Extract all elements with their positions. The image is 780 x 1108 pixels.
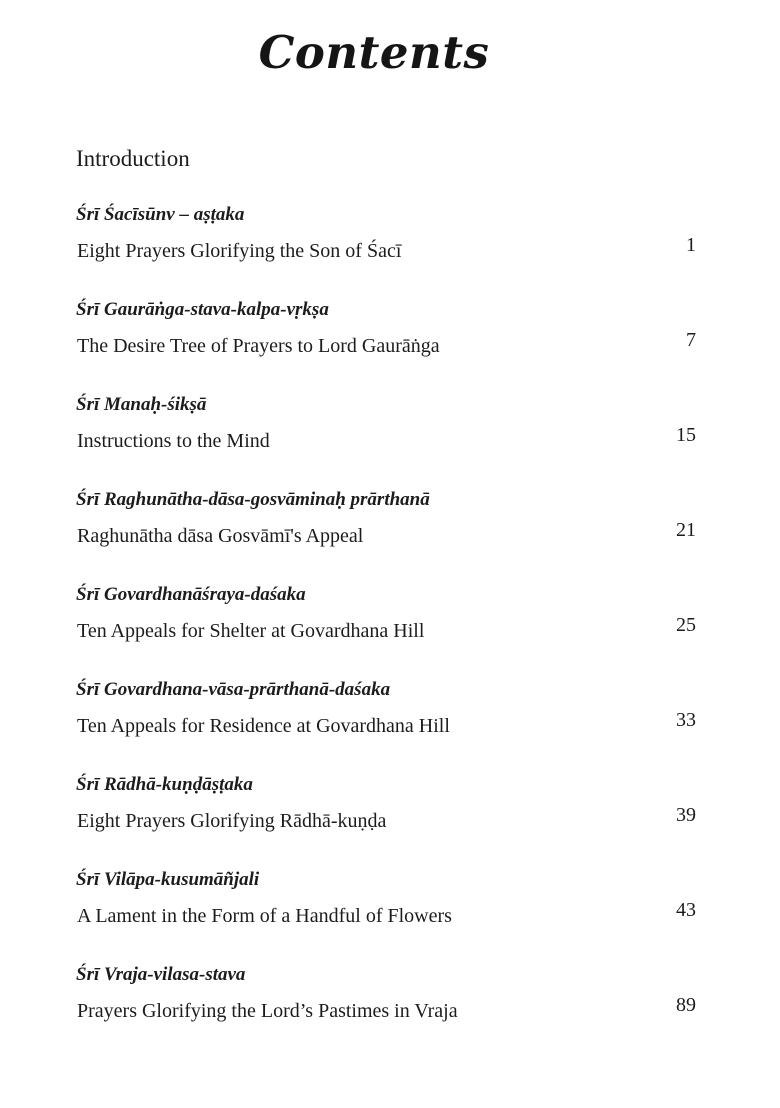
entry-title: Śrī Vilāpa-kusumāñjali — [76, 869, 260, 890]
toc-entry — [76, 869, 696, 964]
entry-description: Raghunātha dāsa Gosvāmī's Appeal — [77, 525, 364, 547]
entry-title: Śrī Śacīsūnv – aṣṭaka — [76, 204, 245, 225]
entry-description: Ten Appeals for Residence at Govardhana Hill — [77, 715, 450, 737]
entry-description: Eight Prayers Glorifying the Son of Śacī — [77, 240, 402, 262]
toc-entry — [76, 679, 696, 774]
table-of-contents — [76, 204, 696, 1059]
entry-page-number: 7 — [686, 329, 696, 351]
entry-title: Śrī Govardhanāśraya-daśaka — [76, 584, 306, 605]
entry-page-number: 15 — [676, 424, 696, 446]
entry-description: The Desire Tree of Prayers to Lord Gaurāṅga — [77, 335, 440, 357]
entry-page-number: 1 — [686, 234, 696, 256]
toc-entry — [76, 964, 696, 1059]
entry-title: Śrī Raghunātha-dāsa-gosvāminaḥ prārthanā — [76, 489, 430, 510]
entry-title: Śrī Rādhā-kuṇḍāṣṭaka — [76, 774, 253, 795]
entry-description: Instructions to the Mind — [77, 430, 270, 452]
entry-page-number: 43 — [676, 899, 696, 921]
entry-title: Śrī Vraja-vilasa-stava — [76, 964, 246, 985]
toc-entry — [76, 299, 696, 394]
entry-title: Śrī Gaurāṅga-stava-kalpa-vṛkṣa — [76, 299, 329, 320]
entry-description: Ten Appeals for Shelter at Govardhana Hill — [77, 620, 425, 642]
toc-entry — [76, 774, 696, 869]
entry-page-number: 33 — [676, 709, 696, 731]
entry-title: Śrī Manaḥ-śikṣā — [76, 394, 207, 415]
entry-description: Eight Prayers Glorifying Rādhā-kuṇḍa — [77, 810, 387, 832]
introduction-heading: Introduction — [76, 146, 190, 171]
toc-entry — [76, 584, 696, 679]
toc-entry — [76, 204, 696, 299]
toc-entry — [76, 489, 696, 584]
entry-page-number: 21 — [676, 519, 696, 541]
entry-title: Śrī Govardhana-vāsa-prārthanā-daśaka — [76, 679, 391, 700]
toc-entry — [76, 394, 696, 489]
entry-description: A Lament in the Form of a Handful of Flowers — [77, 905, 452, 927]
page-title: Contents — [258, 26, 490, 79]
entry-page-number: 89 — [676, 994, 696, 1016]
entry-description: Prayers Glorifying the Lord’s Pastimes in Vraja — [77, 1000, 458, 1022]
entry-page-number: 39 — [676, 804, 696, 826]
entry-page-number: 25 — [676, 614, 696, 636]
